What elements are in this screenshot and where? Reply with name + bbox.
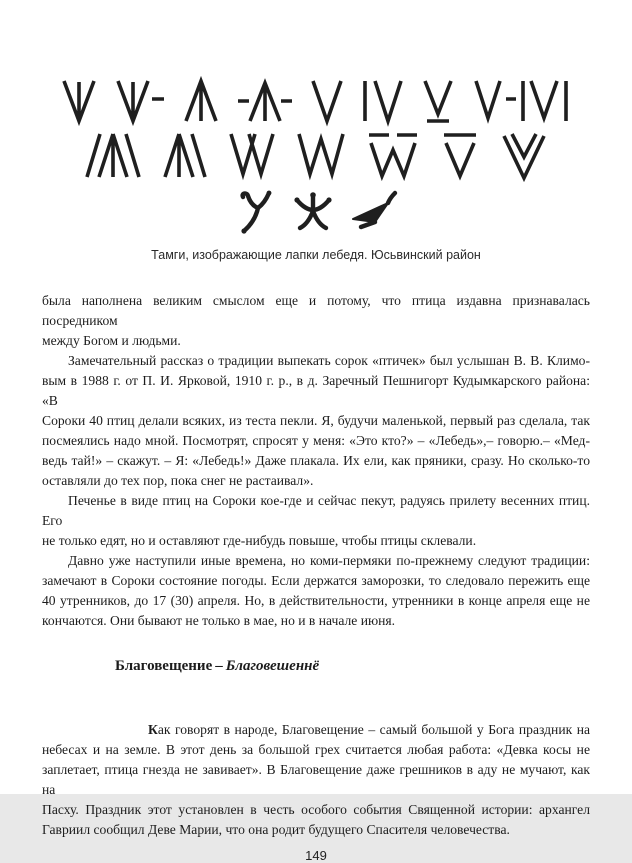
- paragraph-3: [42, 491, 590, 551]
- text-line: Замечательный рассказ о традиции выпекать сорок «птичек» был услышан В. В. Климо-: [68, 353, 590, 368]
- swan-foot-curled-icon: [235, 190, 277, 234]
- swan-foot-trident-icon: [291, 190, 335, 234]
- text-line: Пасху. Праздник этот установлен в честь особого события Священной истории: архангел: [42, 802, 590, 817]
- paragraph-4: [42, 551, 590, 631]
- heading-komi-name: Благовешеннё: [225, 658, 320, 674]
- text-line: оставляли до тех пор, пока снег не растаивал».: [42, 473, 314, 488]
- swan-foot-flying-icon: [349, 190, 397, 234]
- paragraph-1: [42, 291, 590, 351]
- tamga-v-top-bar-icon: [441, 130, 479, 180]
- tamga-row-2: [0, 130, 632, 180]
- heading-dash: –: [215, 658, 223, 674]
- tamga-arrow-down-stem-icon: [61, 78, 97, 124]
- tamga-slash-arrow-up-backslash-icon: [85, 130, 141, 180]
- text-line: вым в 1988 г. от П. И. Ярковой, 1910 г. р., в д. Заречный Пешнигорт Кудымкарского района: «В: [42, 373, 590, 408]
- text-line: Как говорят в народе, Благовещение – самый большой у Бога праздник на: [148, 722, 590, 737]
- paragraph-2: [42, 351, 590, 491]
- text-line: 40 утренников, до 17 (30) апреля. Но, в действительности, утренники в конце апреля еще не: [42, 593, 590, 608]
- text-line: не только едят, но и оставляют где-нибудь повыше, чтобы птицы склевали.: [42, 533, 477, 548]
- figure-caption: Тамги, изображающие лапки лебедя. Юсьвинский район: [151, 248, 481, 262]
- heading-russian-name: Благовещение: [115, 658, 213, 674]
- tamga-v-icon: [311, 78, 343, 124]
- tamga-nested-chevron-icon: [501, 130, 547, 180]
- text-line: между Богом и людьми.: [42, 333, 181, 348]
- page-number: 149: [305, 848, 327, 863]
- text-line: замечают в Сороки состояние погоды. Если держатся заморозки, то следовало пережить еще: [42, 573, 590, 588]
- text-line: Давно уже наступили иные времена, но коми-пермяки по-прежнему следуют традиции:: [68, 553, 590, 568]
- text-line: заплетает, птица гнезда не завивает». В Благовещение даже грешников в аду не мучают, как на: [42, 762, 590, 797]
- tamga-arrow-up-stem-icon: [183, 78, 219, 124]
- section-heading: [115, 656, 590, 676]
- paragraph-5: [42, 720, 590, 840]
- tamga-v-dash-bar-v-bar-icon: [473, 78, 571, 124]
- tamga-w-top-bars-icon: [367, 130, 419, 180]
- tamga-arrow-up-backslash-icon: [163, 130, 207, 180]
- tamga-figure: [0, 78, 632, 263]
- tamga-arrow-down-stem-dash-icon: [115, 78, 165, 124]
- text-line: ведь тай!» – скажут. – Я: «Лебедь!» Даже плакала. Их ели, как пряники, сразу. Но сколько-то: [42, 453, 590, 468]
- tamga-row-3: [0, 190, 632, 234]
- text-line: кончаются. Они бывают не только в мае, но и в начале июня.: [42, 613, 396, 628]
- text-line: посмеялись надо мной. Посмотрят, спросят у меня: «Это кто?» – «Лебедь»,– говорю.– «Мед-: [42, 433, 590, 448]
- body-text: [42, 291, 590, 840]
- text-line: Сороки 40 птиц делали всяких, из теста пекли. Я, будучи маленькой, первый раз сделала, так: [42, 413, 590, 428]
- text-line: Гавриил сообщил Деве Марии, что она родит будущего Спасителя человечества.: [42, 822, 510, 837]
- tamga-row-1: [0, 78, 632, 124]
- tamga-arrow-up-side-dashes-icon: [237, 78, 293, 124]
- tamga-w-zigzag-icon: [297, 130, 345, 180]
- tamga-double-v-crossed-icon: [229, 130, 275, 180]
- text-line: Печенье в виде птиц на Сороки кое-где и сейчас пекут, радуясь прилету весенних птиц. Его: [42, 493, 590, 528]
- text-line: небесах и на земле. В этот день за большой грех считается любая работа: «Девка косы не: [42, 742, 590, 757]
- text-line: была наполнена великим смыслом еще и потому, что птица издавна признавалась посредником: [42, 293, 590, 328]
- tamga-bar-v-icon: [361, 78, 403, 124]
- tamga-v-underline-icon: [421, 78, 455, 124]
